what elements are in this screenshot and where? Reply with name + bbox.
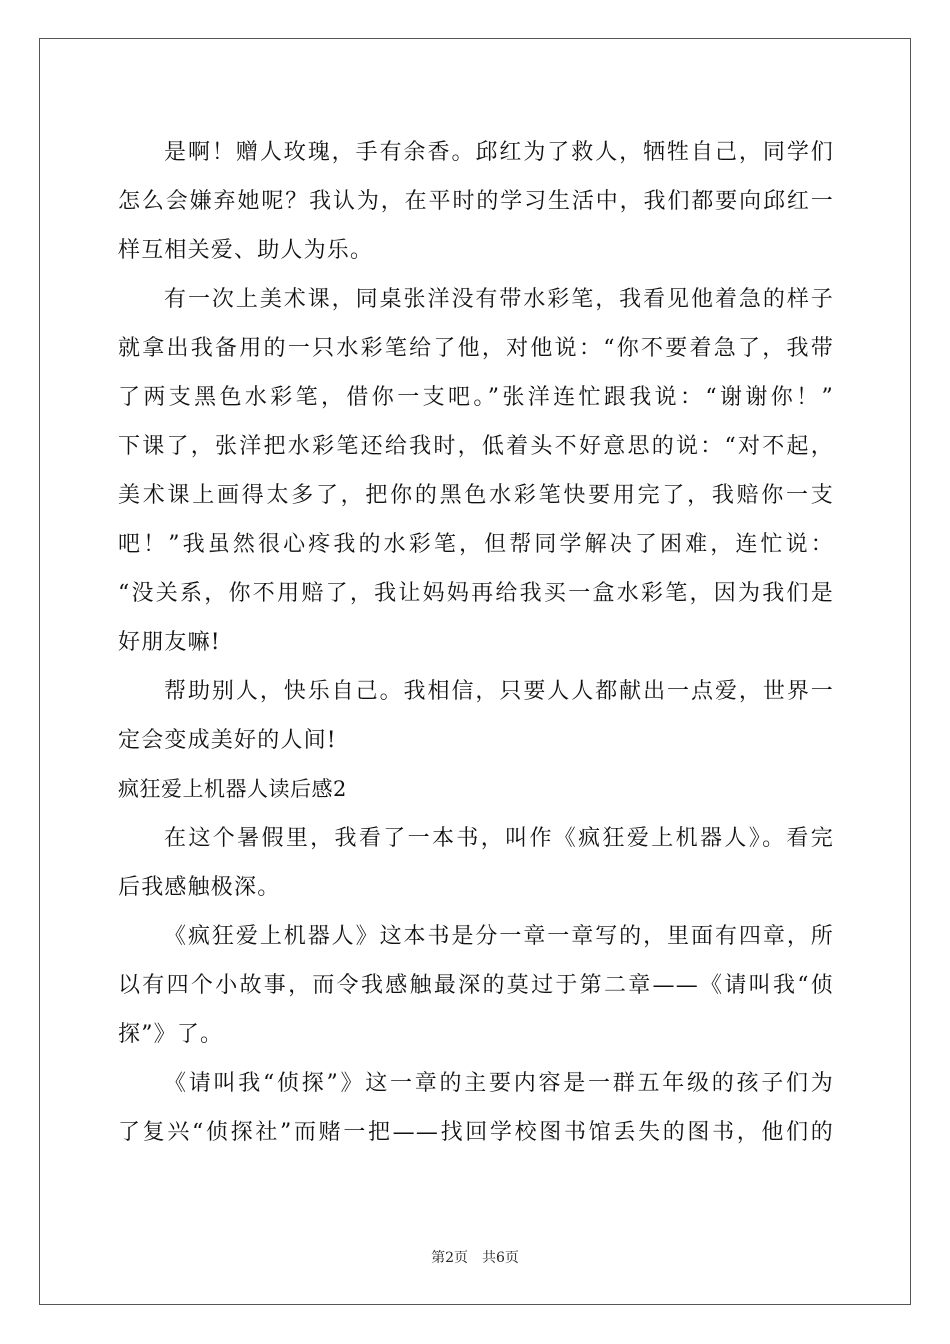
page-number: 第2页 [431,1250,468,1266]
page-total: 共6页 [482,1250,519,1266]
text-line: 定会变成美好的人间! [118,728,337,753]
text-line: 后我感触极深。 [118,875,281,900]
text-line: 吧！”我虽然很心疼我的水彩笔，但帮同学解决了困难，连忙说： [118,532,834,557]
text-line: 下课了，张洋把水彩笔还给我时，低着头不好意思的说：“对不起， [118,434,834,459]
text-line: 美术课上画得太多了，把你的黑色水彩笔快要用完了，我赔你一支 [118,483,834,508]
text-line: 就拿出我备用的一只水彩笔给了他，对他说：“你不要着急了，我带 [118,336,834,361]
text-line: 怎么会嫌弃她呢？我认为，在平时的学习生活中，我们都要向邱红一 [118,189,834,214]
text-line: 以有四个小故事，而令我感触最深的莫过于第二章——《请叫我“侦 [118,973,834,998]
text-line: 好朋友嘛! [118,630,221,655]
text-line: 有一次上美术课，同桌张洋没有带水彩笔，我看见他着急的样子 [164,287,834,312]
text-line: 在这个暑假里，我看了一本书，叫作《疯狂爱上机器人》。看完 [164,826,834,851]
text-line: 《疯狂爱上机器人》这本书是分一章一章写的，里面有四章，所 [164,924,834,949]
text-line: 帮助别人，快乐自己。我相信，只要人人都献出一点爱，世界一 [164,679,834,704]
text-line: 了两支黑色水彩笔，借你一支吧。”张洋连忙跟我说：“谢谢你！” [118,385,834,410]
document-body [118,128,834,1157]
page-footer [0,1247,950,1267]
text-line: 探”》了。 [118,1022,224,1047]
text-line: 样互相关爱、助人为乐。 [118,238,374,263]
text-line: 是啊！赠人玫瑰，手有余香。邱红为了救人，牺牲自己，同学们 [164,140,834,165]
text-line: 《请叫我“侦探”》这一章的主要内容是一群五年级的孩子们为 [164,1071,834,1096]
text-line: “没关系，你不用赔了，我让妈妈再给我买一盒水彩笔，因为我们是 [118,581,834,606]
section-heading: 疯狂爱上机器人读后感2 [118,777,347,801]
text-line: 了复兴“侦探社”而赌一把——找回学校图书馆丢失的图书，他们的 [118,1120,834,1145]
